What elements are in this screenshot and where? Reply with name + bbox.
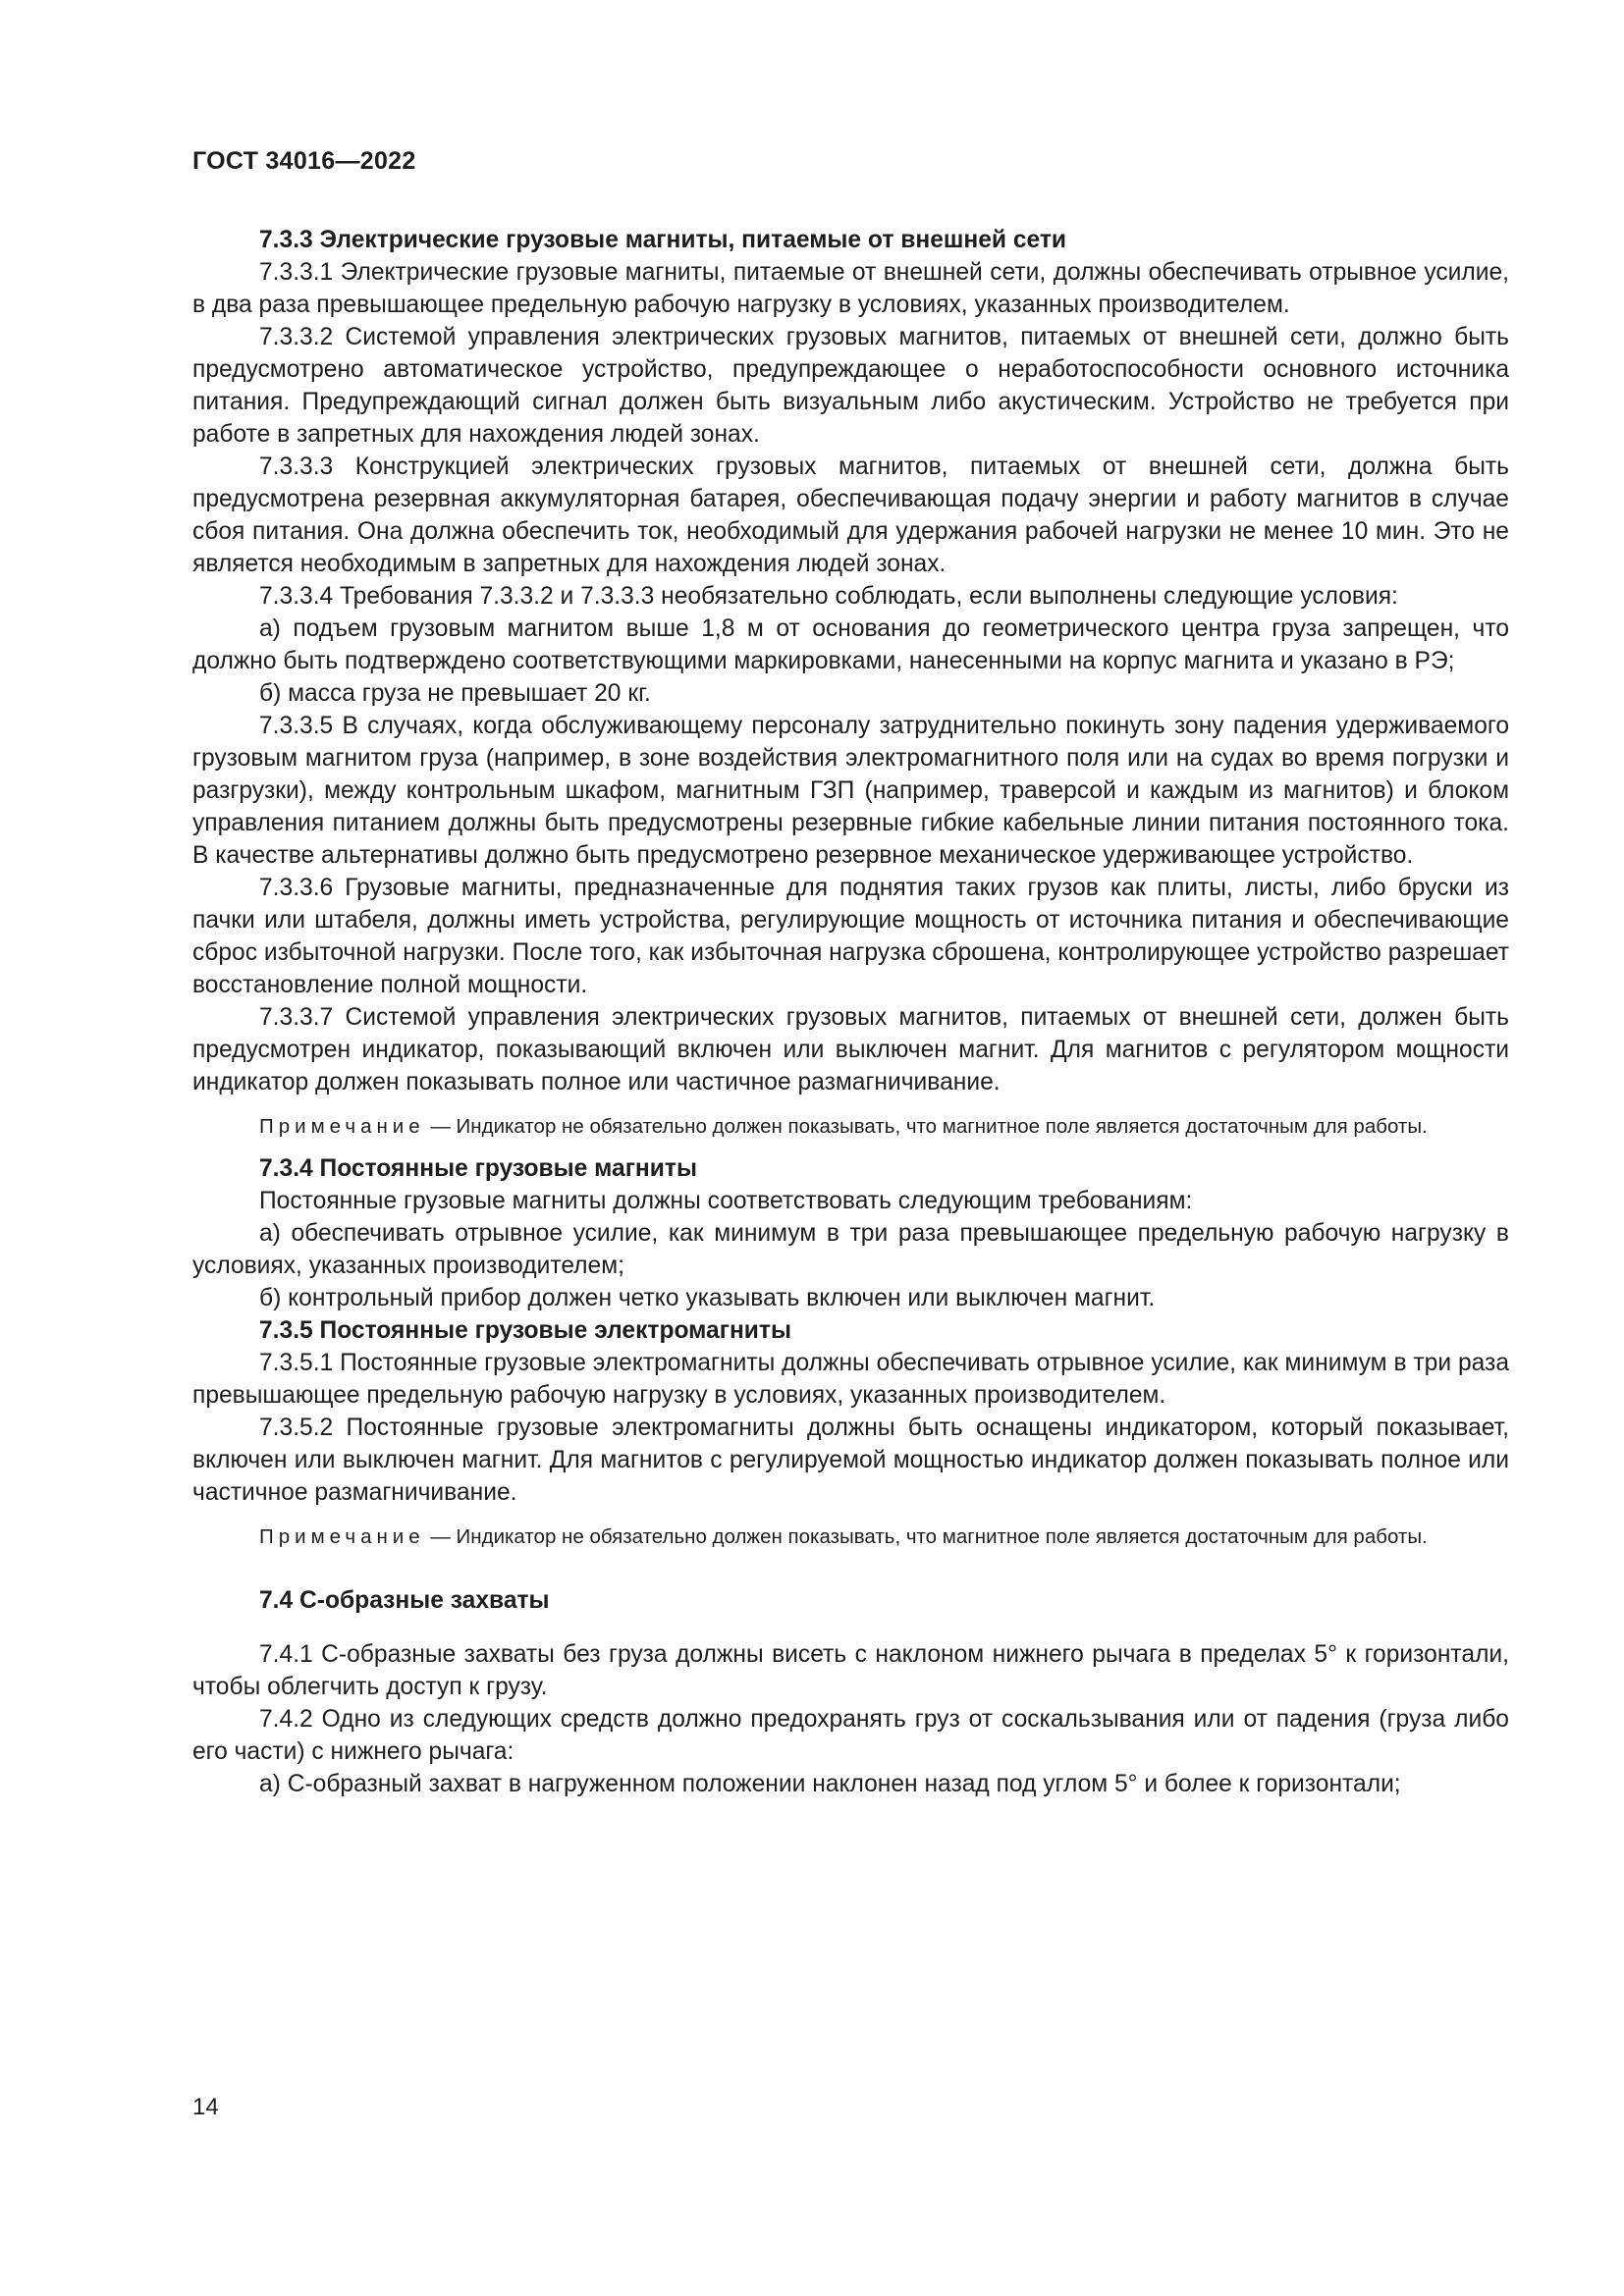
paragraph-7-3-3-3: 7.3.3.3 Конструкцией электрических грузовых магнитов, питаемых от внешней сети, должна быть предусмотрена резервная аккумуляторная батарея, обеспечивающая подачу энергии и работу магнитов в случае сбоя питания. Она должна обеспечить ток, необходимый для удержания рабочей нагрузки не менее 10 мин. Это не является необходимым в запретных для нахождения людей зонах. [192,454,1509,577]
list-item-7-3-3-4-b: б) масса груза не превышает 20 кг. [259,680,651,707]
paragraph-7-3-3-4: 7.3.3.4 Требования 7.3.3.2 и 7.3.3.3 необязательно соблюдать, если выполнены следующие условия: [259,583,1398,610]
heading-7-3-4: 7.3.4 Постоянные грузовые магниты [259,1155,697,1182]
note-text: — Индикатор не обязательно должен показывать, что магнитное поле является достаточным для работы. [424,1115,1428,1138]
paragraph-7-4-1: 7.4.1 С-образные захваты без груза должны висеть с наклоном нижнего рычага в пределах 5° к горизонтали, чтобы облегчить доступ к грузу. [192,1641,1509,1700]
heading-7-3-5: 7.3.5 Постоянные грузовые электромагниты [259,1317,791,1344]
paragraph-7-4-2: 7.4.2 Одно из следующих средств должно предохранять груз от соскальзывания или от падения (груза либо его части) с нижнего рычага: [192,1706,1509,1765]
paragraph-7-3-3-5: 7.3.3.5 В случаях, когда обслуживающему персоналу затруднительно покинуть зону падения удерживаемого грузовым магнитом груза (например, в зоне воздействия электромагнитного поля или на судах во время погрузки и разгрузки), между контрольным шкафом, магнитным ГЗП (например, траверсой и каждым из магнитов) и блоком управления питанием должны быть предусмотрены резервные гибкие кабельные линии питания постоянного тока. В качестве альтернативы должно быть предусмотрено резервное механическое удерживающее устройство. [192,713,1509,869]
paragraph-7-3-5-1: 7.3.5.1 Постоянные грузовые электромагниты должны обеспечивать отрывное усилие, как минимум в три раза превышающее предельную рабочую нагрузку в условиях, указанных производителем. [192,1350,1509,1409]
heading-7-4: 7.4 С-образные захваты [259,1587,550,1614]
list-item-7-3-3-4-a: а) подъем грузовым магнитом выше 1,8 м от основания до геометрического центра груза запрещен, что должно быть подтверждено соответствующими маркировками, нанесенными на корпус магнита и указано в РЭ; [192,615,1509,674]
note-label: Примечание [259,1115,425,1138]
document-body [192,224,1509,1800]
note-text: — Индикатор не обязательно должен показывать, что магнитное поле является достаточным для работы. [424,1525,1428,1548]
paragraph-7-3-5-2: 7.3.5.2 Постоянные грузовые электромагниты должны быть оснащены индикатором, который показывает, включен или выключен магнит. Для магнитов с регулируемой мощностью индикатор должен показывать полное или частичное размагничивание. [192,1415,1509,1506]
paragraph-7-3-3-2: 7.3.3.2 Системой управления электрических грузовых магнитов, питаемых от внешней сети, должно быть предусмотрено автоматическое устройство, предупреждающее о неработоспособности основного источника питания. Предупреждающий сигнал должен быть визуальным либо акустическим. Устройство не требуется при работе в запретных для нахождения людей зонах. [192,324,1509,448]
note-2 [192,1522,1509,1551]
note-label: Примечание [259,1525,425,1548]
paragraph-7-3-3-7: 7.3.3.7 Системой управления электрических грузовых магнитов, питаемых от внешней сети, должен быть предусмотрен индикатор, показывающий включен или выключен магнит. Для магнитов с регулятором мощности индикатор должен показывать полное или частичное размагничивание. [192,1004,1509,1095]
page-number: 14 [192,2094,219,2120]
list-item-7-4-2-a: а) С-образный захват в нагруженном положении наклонен назад под углом 5° и более к горизонтали; [259,1771,1401,1797]
document-header: ГОСТ 34016—2022 [192,147,416,175]
note-1 [192,1112,1509,1141]
paragraph-7-3-4: Постоянные грузовые магниты должны соответствовать следующим требованиям: [259,1188,1193,1214]
paragraph-7-3-3-6: 7.3.3.6 Грузовые магниты, предназначенные для поднятия таких грузов как плиты, листы, либо бруски из пачки или штабеля, должны иметь устройства, регулирующие мощность от источника питания и обеспечивающие сброс избыточной нагрузки. После того, как избыточная нагрузка сброшена, контролирующее устройство разрешает восстановление полной мощности. [192,875,1509,998]
heading-7-3-3: 7.3.3 Электрические грузовые магниты, питаемые от внешней сети [259,227,1067,253]
list-item-7-3-4-a: а) обеспечивать отрывное усилие, как минимум в три раза превышающее предельную рабочую нагрузку в условиях, указанных производителем; [192,1220,1509,1279]
list-item-7-3-4-b: б) контрольный прибор должен четко указывать включен или выключен магнит. [259,1285,1156,1311]
paragraph-7-3-3-1: 7.3.3.1 Электрические грузовые магниты, питаемые от внешней сети, должны обеспечивать отрывное усилие, в два раза превышающее предельную рабочую нагрузку в условиях, указанных производителем. [192,259,1509,318]
